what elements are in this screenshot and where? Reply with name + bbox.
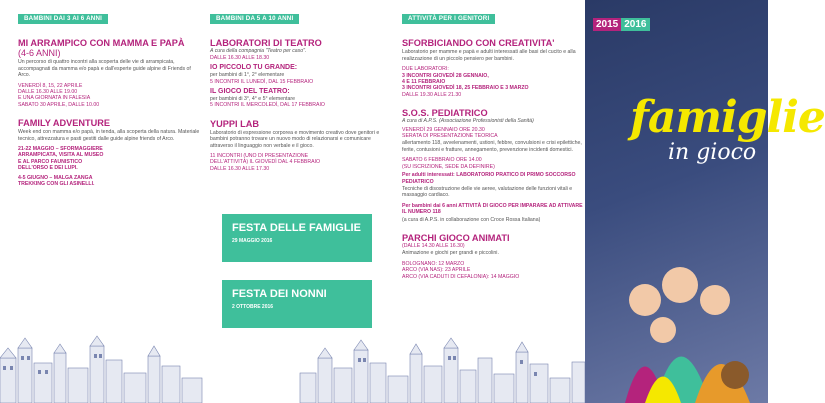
schedule-line: VENERDÌ 29 GENNAIO ORE 20.30 <box>402 126 485 133</box>
schedule-line: DALLE 16.30 ALLE 17.30 <box>210 165 270 172</box>
year-end: 2016 <box>621 18 649 31</box>
credit-aps: A cura di A.P.S. (Associazione Professionisti della Sanità) <box>402 118 534 125</box>
location-line: ARCO (VIA CADUTI DI CEFALONIA): 14 MAGGIO <box>402 273 520 280</box>
desc-sforbiciando: Laboratorio per mamme e papà e adulti interessati alle basi del cucito e alla realizzazione di un piccolo pensiero per bambini. <box>402 49 576 62</box>
kids-line: Per bambini dai 6 anni ATTIVITÀ DI GIOCO PER IMPARARE AD ATTIVARE IL NUMERO 118 <box>402 202 583 216</box>
target-line: per bambini di 3°, 4° e 5° elementare <box>210 96 295 103</box>
cover-panel <box>585 0 768 403</box>
desc-family-adventure: Week end con mamma e/o papà, in tenda, alla scoperta della natura. Materiale tecnico, attrezzatura e pasti gestiti dalle guide alpine friends of Arco. <box>18 129 200 142</box>
title-parchi-gioco: PARCHI GIOCO ANIMATI <box>402 232 510 243</box>
location-line: BOLOGNANO: 12 MARZO <box>402 260 465 267</box>
schedule-line: DUE LABORATORI: <box>402 66 449 73</box>
column-bambini-5-10 <box>210 14 380 182</box>
event-line: E AL PARCO FAUNISTICO <box>18 158 83 165</box>
schedule-line: (SU ISCRIZIONE, SEDE DA DEFINIRE) <box>402 163 495 170</box>
time-line: (DALLE 14.30 ALLE 16.30) <box>402 242 465 249</box>
title-gioco-teatro: IL GIOCO DEL TEATRO: <box>210 88 290 96</box>
schedule-line: 3 INCONTRI GIOVEDÌ 18, 25 FEBBRAIO E 3 MARZO <box>402 85 529 92</box>
column-bambini-3-6 <box>18 14 203 198</box>
event-line: 21-22 MAGGIO – SFORMAGGIERE <box>18 146 103 153</box>
desc-yuppi-lab: Laboratorio di espressione corporea e movimento creativo dove genitori e bambini potranno trovare un nuovo modo di relazionarsi e comunicare attraverso il linguaggio non verbale e il gioco. <box>210 129 380 149</box>
schedule-line: 11 INCONTRI (UNO DI PRESENTAZIONE <box>210 153 309 160</box>
festa-famiglie-box <box>222 214 372 262</box>
date-line: SABATO 30 APRILE, DALLE 10.00 <box>18 101 100 108</box>
section-header-3-6: BAMBINI DAI 3 AI 6 ANNI <box>18 14 108 24</box>
title-sforbiciando: SFORBICIANDO CON CREATIVITA' <box>402 38 555 49</box>
event-line: TREKKING CON GLI ASINELLI. <box>18 181 95 188</box>
year-start: 2015 <box>593 18 621 31</box>
section-header-5-10: BAMBINI DA 5 A 10 ANNI <box>210 14 299 24</box>
title-arrampico: MI ARRAMPICO CON MAMMA E PAPÀ <box>18 38 185 49</box>
logo-in-gioco: in gioco <box>668 140 757 165</box>
schedule-line: SERATA DI PRESENTAZIONE TEORICA <box>402 133 498 140</box>
schedule-line: 4 E 11 FEBBRAIO <box>402 79 446 86</box>
title-sos-pediatrico: S.O.S. PEDIATRICO <box>402 108 488 119</box>
desc-kids: (a cura di A.P.S. in collaborazione con Croce Rossa Italiana) <box>402 216 541 223</box>
date-line: DALLE 16.30 ALLE 19.00 <box>18 89 78 96</box>
lab-line: Per adulti interessati: LABORATORIO PRATICO DI PRIMO SOCCORSO PEDIATRICO <box>402 172 576 185</box>
column-genitori <box>402 14 587 290</box>
schedule-line: DELL'ATTIVITÀ) IL GIOVEDÌ DAL 4 FEBBRAIO <box>210 159 321 166</box>
festa-famiglie-title: FESTA DELLE FAMIGLIE <box>232 222 361 234</box>
event-line: ARRAMPICATA, VISITA AL MUSEO <box>18 152 104 159</box>
years-badge <box>593 18 650 31</box>
schedule-line: 3 INCONTRI GIOVEDÌ 28 GENNAIO, <box>402 72 489 79</box>
schedule-line: 5 INCONTRI IL LUNEDÌ, DAL 15 FEBBRAIO <box>210 78 314 85</box>
desc-serata: allertamento 118, avvelenamenti, ustioni, febbre, convulsioni e crisi epilettiche, ferite, contusioni e fratture, annegamento, prevenzione incidenti domestici. <box>402 140 582 153</box>
section-header-genitori: ATTIVITÀ PER I GENITORI <box>402 14 495 24</box>
desc-parchi: Animazione e giochi per grandi e piccolini. <box>402 250 499 257</box>
schedule-line: DALLE 19.30 ALLE 21.30 <box>402 91 462 98</box>
schedule-line: SABATO 6 FEBBRAIO ORE 14.00 <box>402 157 482 164</box>
schedule-line: 5 INCONTRI IL MERCOLEDÌ, DAL 17 FEBBRAIO <box>210 102 325 109</box>
event-line: DELL'ORSO E DEI LUPI. <box>18 165 78 172</box>
date-line: VENERDÌ 8, 15, 22 APRILE <box>18 82 83 89</box>
time-line: DALLE 16.30 ALLE 18.30 <box>210 54 270 61</box>
credit-teatro: A cura della compagnia "Teatro per caso". <box>210 48 307 55</box>
city-skyline-illustration <box>0 318 585 403</box>
desc-lab: Tecniche di disostruzione delle vie aeree, valutazione delle funzioni vitali e massaggio cardiaco. <box>402 185 573 199</box>
festa-nonni-title: FESTA DEI NONNI <box>232 288 327 300</box>
target-line: per bambini di 1°, 2° elementare <box>210 72 285 79</box>
title-family-adventure: FAMILY ADVENTURE <box>18 118 111 129</box>
event-line: 4-5 GIUGNO – MALGA ZANGA <box>18 174 93 181</box>
desc-arrampico: Un percorso di quattro incontri alla scoperta delle vie di arrampicata, accompagnati da mamma e/o papà e dall'esperte guide alpine di Friends of Arco. <box>18 59 191 79</box>
location-line: ARCO (VIA NAS): 23 APRILE <box>402 267 471 274</box>
title-piccolo-grande: IO PICCOLO TU GRANDE: <box>210 64 298 72</box>
title-yuppi-lab: YUPPI LAB <box>210 118 260 129</box>
subtitle-age: (4-6 ANNI) <box>18 48 61 59</box>
festa-nonni-date: 2 OTTOBRE 2016 <box>232 304 274 310</box>
logo-famiglie: famiglie <box>630 92 825 143</box>
date-line: E UNA GIORNATA IN FALESIA <box>18 95 91 102</box>
festa-famiglie-date: 29 MAGGIO 2016 <box>232 238 273 244</box>
family-illustration <box>585 0 768 403</box>
title-teatro: LABORATORI DI TEATRO <box>210 38 322 49</box>
